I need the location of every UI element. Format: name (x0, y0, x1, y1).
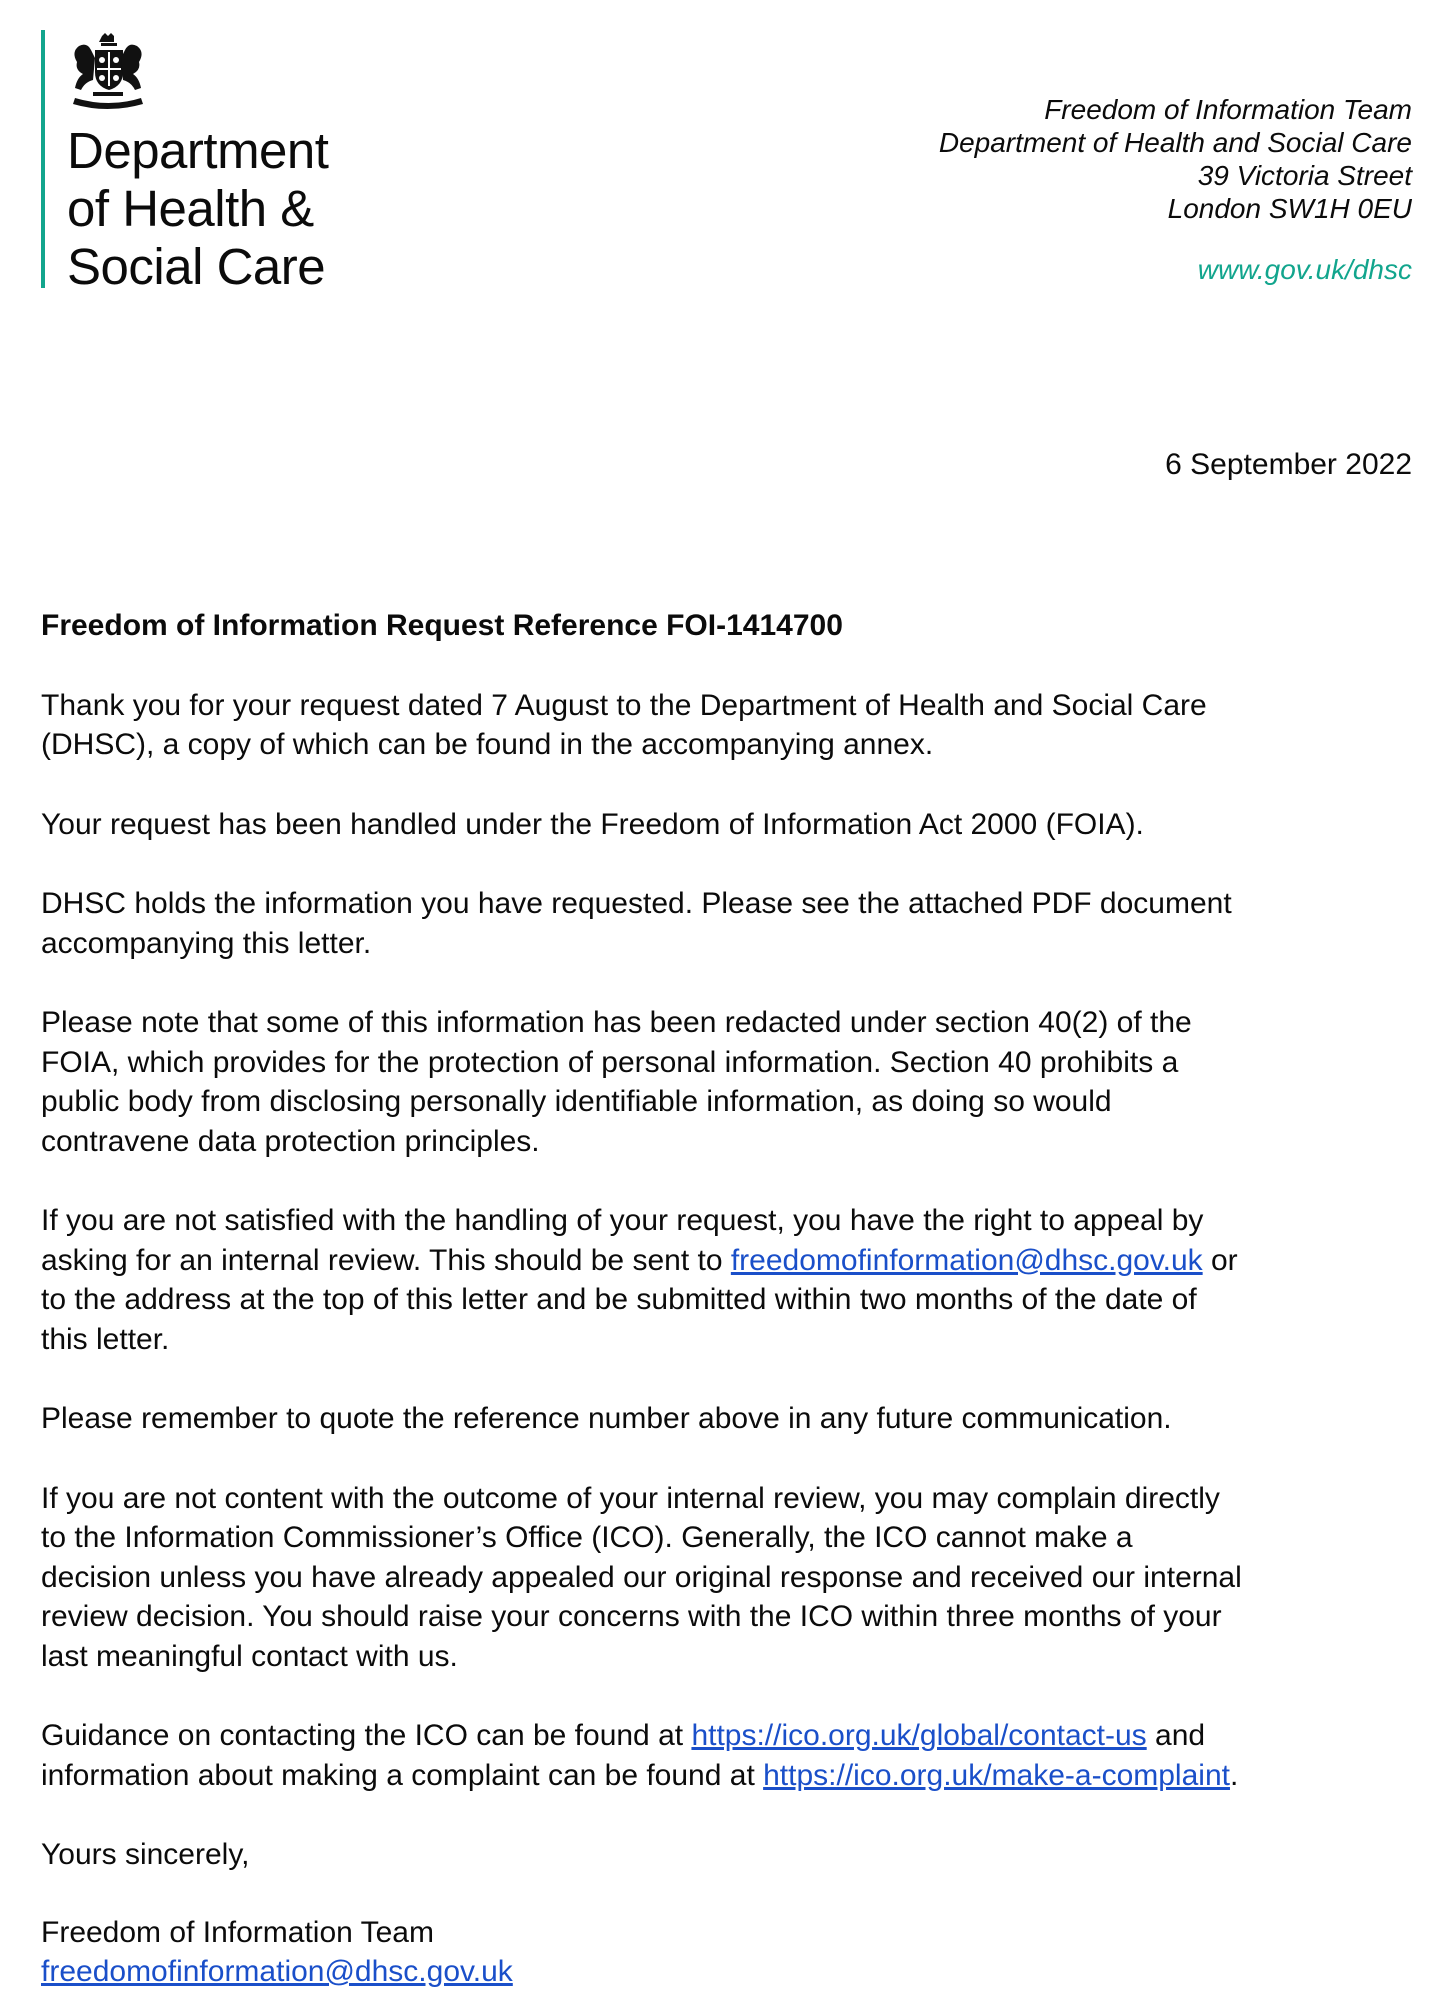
text-line (41, 1716, 1421, 1756)
department-name-line: Social Care (67, 238, 326, 295)
closing-salutation: Yours sincerely, (41, 1838, 250, 1871)
text-line: accompanying this letter. (41, 926, 372, 960)
paragraph-ico-guidance (41, 1716, 1421, 1795)
address-line: London SW1H 0EU (1167, 193, 1412, 224)
text-line: Thank you for your request dated 7 August to the Department of Health and Social Care (41, 688, 1207, 722)
letter-body (41, 606, 1421, 1992)
paragraph-ico-complaint (41, 1479, 1421, 1677)
website-link[interactable]: www.gov.uk/dhsc (1197, 254, 1412, 285)
ico-contact-link[interactable]: https://ico.org.uk/global/contact-us (691, 1719, 1147, 1752)
text-segment: Guidance on contacting the ICO can be found at (41, 1719, 692, 1752)
text-line: (DHSC), a copy of which can be found in the accompanying annex. (41, 728, 934, 761)
text-line: to the Information Commissioner’s Office (ICO). Generally, the ICO cannot make a (41, 1521, 1133, 1554)
signoff-team: Freedom of Information Team (41, 1915, 434, 1949)
request-reference-heading: Freedom of Information Request Reference FOI-1414700 (41, 609, 843, 642)
paragraph-foia-handling (41, 805, 1421, 845)
royal-coat-of-arms-icon (67, 32, 149, 112)
text-line: DHSC holds the information you have requested. Please see the attached PDF document (41, 887, 1232, 920)
text-segment: . (1229, 1758, 1239, 1792)
department-logo (41, 30, 385, 295)
text-line: Your request has been handled under the Freedom of Information Act 2000 (FOIA). (41, 807, 1144, 841)
text-line: contravene data protection principles. (41, 1124, 540, 1158)
text-line: decision unless you have already appealed our original response and received our internal (41, 1560, 1242, 1594)
text-segment: information about making a complaint can be found at (41, 1758, 764, 1792)
department-name (67, 122, 328, 296)
paragraph-quote-reference (41, 1399, 1421, 1439)
text-line: Please note that some of this information has been redacted under section 40(2) of the (41, 1006, 1192, 1039)
text-segment: or (1202, 1243, 1238, 1277)
text-segment: and (1146, 1719, 1206, 1752)
text-line: this letter. (41, 1322, 170, 1356)
department-name-line: Department (67, 122, 329, 179)
ico-complaint-link[interactable]: https://ico.org.uk/make-a-complaint (763, 1758, 1230, 1792)
signoff-email-link[interactable]: freedomofinformation@dhsc.gov.uk (41, 1955, 513, 1988)
paragraph-information-held (41, 884, 1421, 963)
address-line: 39 Victoria Street (1197, 160, 1412, 191)
text-line: to the address at the top of this letter and be submitted within two months of the date of (41, 1283, 1197, 1316)
text-line: review decision. You should raise your concerns with the ICO within three months of your (41, 1600, 1222, 1633)
text-line: FOIA, which provides for the protection of personal information. Section 40 prohibits a (41, 1045, 1179, 1079)
address-line: Department of Health and Social Care (938, 127, 1412, 158)
text-line: If you are not content with the outcome of your internal review, you may complain directly (41, 1481, 1220, 1515)
text-line: public body from disclosing personally identifiable information, as doing so would (41, 1085, 1112, 1118)
department-name-line: of Health & (67, 180, 314, 237)
letter-date: 6 September 2022 (1165, 448, 1412, 481)
address-line: Freedom of Information Team (1044, 94, 1412, 125)
text-line: If you are not satisfied with the handling of your request, you have the right to appeal by (41, 1204, 1204, 1237)
signature-block (41, 1913, 1421, 1992)
sender-address (812, 93, 1412, 286)
paragraph-internal-review (41, 1201, 1421, 1359)
text-line: Please remember to quote the reference number above in any future communication. (41, 1402, 1172, 1435)
foi-email-link[interactable]: freedomofinformation@dhsc.gov.uk (730, 1243, 1203, 1277)
text-segment: asking for an internal review. This should be sent to (41, 1243, 731, 1277)
text-line (41, 1756, 1421, 1796)
text-line: last meaningful contact with us. (41, 1639, 458, 1673)
text-line (41, 1241, 1421, 1281)
paragraph-redaction-note (41, 1003, 1421, 1161)
paragraph-request-acknowledgement (41, 686, 1421, 765)
